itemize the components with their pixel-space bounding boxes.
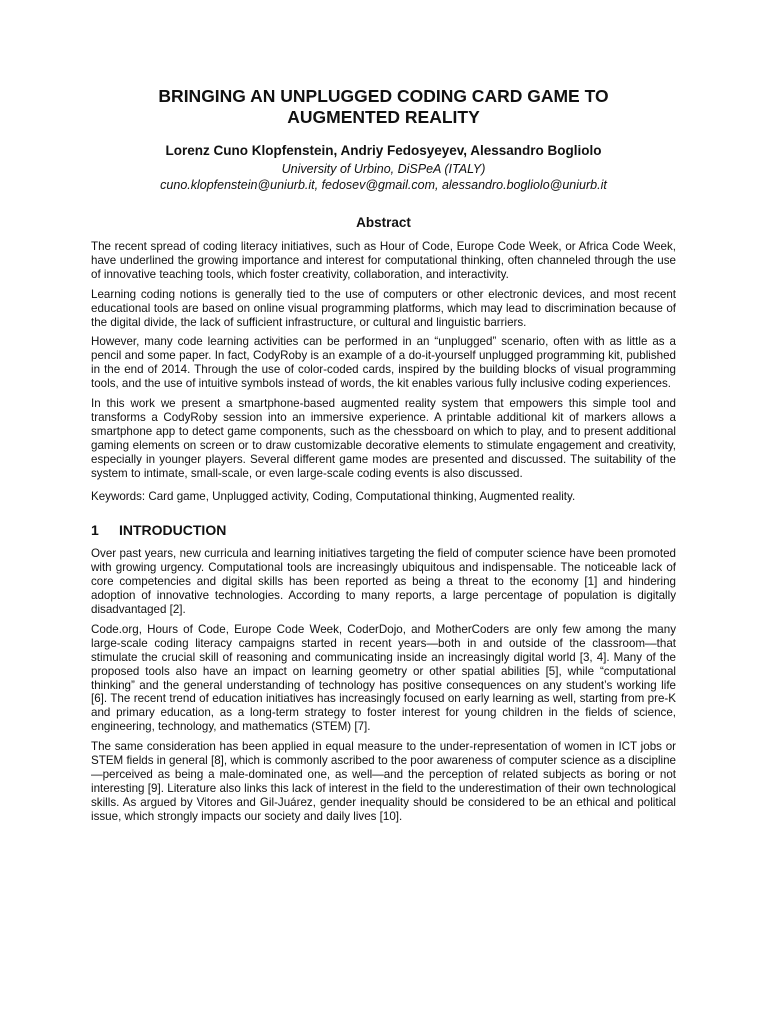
- section-number: 1: [91, 522, 99, 539]
- affiliation: University of Urbino, DiSPeA (ITALY): [281, 162, 486, 176]
- author-list: Lorenz Cuno Klopfenstein, Andriy Fedosyeyev, Alessandro Bogliolo: [165, 143, 602, 158]
- section-title: INTRODUCTION: [119, 522, 227, 539]
- abstract-paragraph: The recent spread of coding literacy initiatives, such as Hour of Code, Europe Code Week, or Africa Code Week, have underlined the growing importance and interest for computational thinking, often channeled through the use of innovative teaching tools, which foster creativity, collaboration, and interactivity.: [91, 240, 676, 281]
- abstract-paragraph: In this work we present a smartphone-based augmented reality system that empowers this simple tool and transforms a CodyRoby session into an immersive experience. A printable additional kit of markers allows a smartphone app to detect game components, such as the chessboard on which to play, and to present additional gaming elements on screen or to draw customizable decorative elements to stimulate engagement and creativity, especially in younger players. Several different game modes are presented and discussed. The suitability of the system to intimate, small-scale, or even large-scale coding events is also discussed.: [91, 397, 676, 480]
- author-emails: cuno.klopfenstein@uniurb.it, fedosev@gmail.com, alessandro.bogliolo@uniurb.it: [160, 177, 607, 192]
- intro-paragraph: The same consideration has been applied in equal measure to the under-representation of women in ICT jobs or STEM fields in general [8], which is commonly ascribed to the poor awareness of computer science as a discipline—perceived as being a male-dominated one, as well—and the perception of related subjects as boring or not interesting [9]. Literature also links this lack of interest in the field to the underestimation of their own technological skills. As argued by Vitores and Gil-Juárez, gender inequality should be considered to be an ethical and political issue, which strongly impacts our society and daily lives [10].: [91, 740, 676, 823]
- paper-title-line-1: BRINGING AN UNPLUGGED CODING CARD GAME TO: [158, 86, 609, 106]
- intro-paragraph: Code.org, Hours of Code, Europe Code Week, CoderDojo, and MotherCoders are only few among the many large-scale coding literacy campaigns started in recent years—both in and outside of the classroom—that stimulate the crucial skill of reasoning and communicating inside an increasingly digital world [3, 4]. Many of the proposed tools also have an impact on learning geometry or other spatial abilities [5], while “computational thinking” and the general understanding of technology has positive consequences on any student’s working life [6]. The recent trend of education initiatives has increasingly focused on early learning as well, starting from pre-K and primary education, as a long-term strategy to foster interest for young children in the fields of science, engineering, technology, and mathematics (STEM) [7].: [91, 622, 676, 734]
- section-heading-introduction: [91, 522, 676, 539]
- paper-page: [91, 86, 676, 830]
- paper-title: [91, 86, 676, 128]
- keywords: Keywords: Card game, Unplugged activity, Coding, Computational thinking, Augmented reality.: [91, 489, 576, 503]
- abstract-paragraph: However, many code learning activities can be performed in an “unplugged” scenario, often with as little as a pencil and some paper. In fact, CodyRoby is an example of a do-it-yourself unplugged programming kit, published in the end of 2014. Through the use of color-coded cards, inspired by the building blocks of visual programming tools, and the use of intuitive symbols instead of words, the kit enables various fully inclusive coding experiences.: [91, 335, 676, 391]
- abstract-heading: Abstract: [356, 215, 411, 230]
- paper-title-line-2: AUGMENTED REALITY: [287, 107, 480, 127]
- abstract-paragraph: Learning coding notions is generally tied to the use of computers or other electronic devices, and most recent educational tools are based on online visual programming platforms, which may lead to discrimination because of the digital divide, the lack of sufficient infrastructure, or cultural and linguistic barriers.: [91, 287, 676, 329]
- intro-paragraph: Over past years, new curricula and learning initiatives targeting the field of computer science have been promoted with growing urgency. Computational tools are increasingly ubiquitous and indispensable. The noticeable lack of core competencies and digital skills has been reported as being a threat to the economy [1] and hindering adoption of innovative technologies. According to many reports, a large percentage of population is digitally disadvantaged [2].: [91, 547, 676, 617]
